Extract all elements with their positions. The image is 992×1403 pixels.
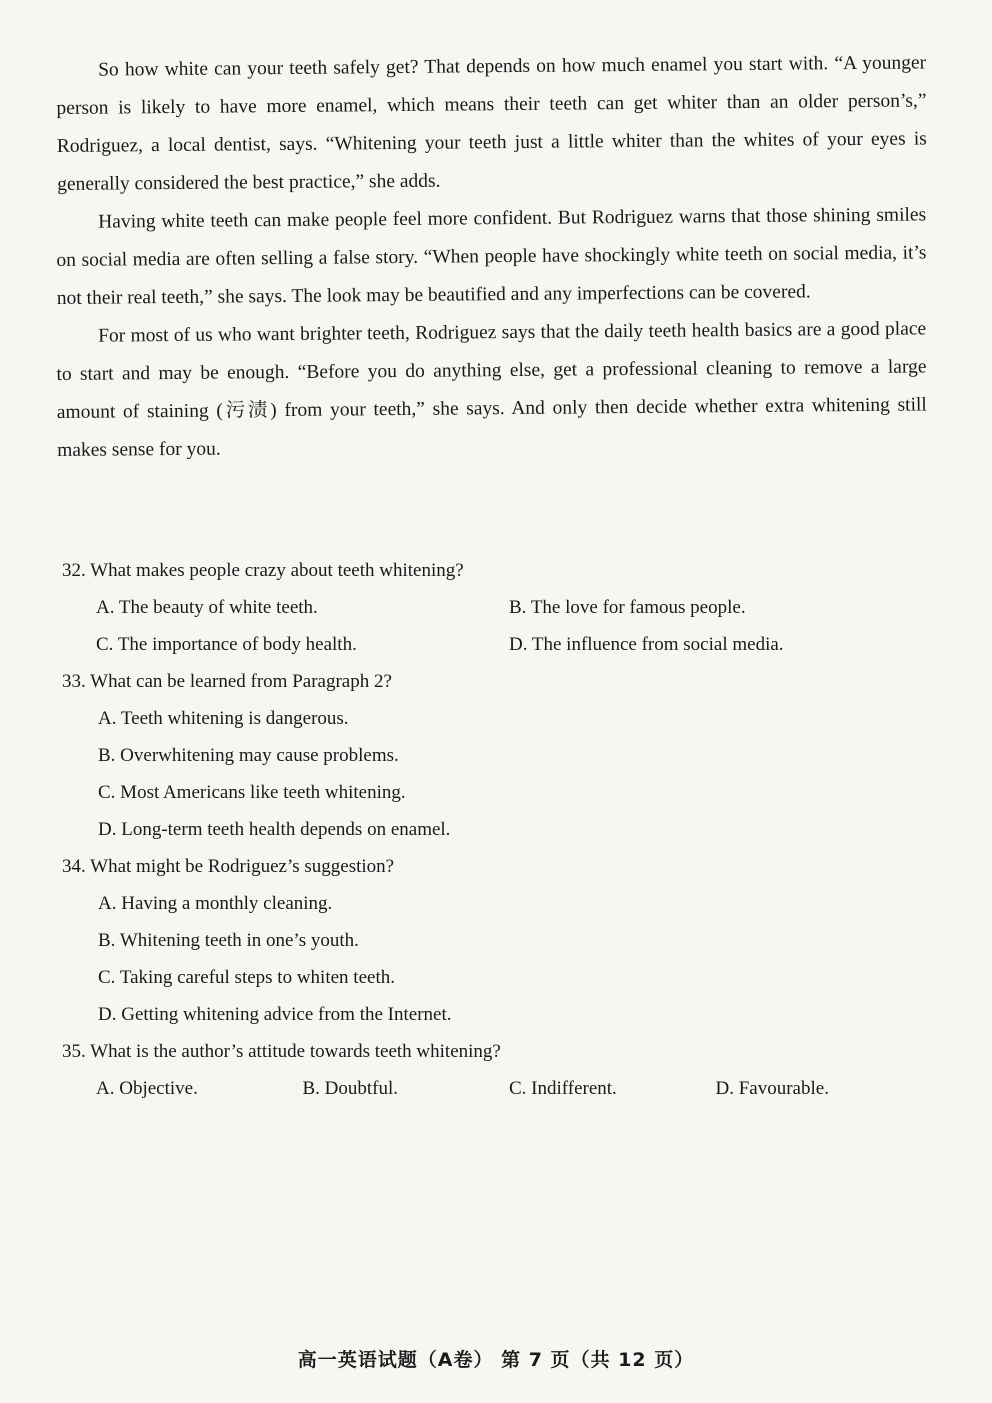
passage-paragraph: Having white teeth can make people feel more confident. But Rodriguez warns that those shining smiles on social media are often selling a false story. “When people have shockingly white teeth on social media, it’s not their real teeth,” she says. The look may be beautified and any imperfections can be covered. [56,204,927,309]
question-32 [62,552,922,663]
option-d: D. Favourable. [715,1078,829,1099]
option-row [62,589,922,626]
question-35 [62,1033,922,1107]
passage-paragraph: For most of us who want brighter teeth, Rodriguez says that the daily teeth health basics are a good place to start and may be enough. “Before you do anything else, get a professional cleaning to remove a large amount of staining (污渍) from your teeth,” she says. And only then decide whether extra whitening still makes sense for you. [56,318,927,461]
option-c: C. Most Americans like teeth whitening. [98,782,406,803]
option-c: C. The importance of body health. [96,634,357,655]
question-34 [62,848,922,1033]
option-b: B. The love for famous people. [509,597,746,618]
option-a: A. The beauty of white teeth. [96,597,318,618]
option-a: A. Teeth whitening is dangerous. [98,708,349,729]
option-b: B. Overwhitening may cause problems. [98,745,399,766]
question-stem: 34. What might be Rodriguez’s suggestion? [62,856,395,877]
passage-paragraph: So how white can your teeth safely get? That depends on how much enamel you start with. “A younger person is likely to have more enamel, which means their teeth can get whiter than an older person’s,” Rodriguez, a local dentist, says. “Whitening your teeth just a little whiter than the whites of your eyes is generally considered the best practice,” she adds. [56,52,927,195]
question-list [62,552,922,1107]
question-stem: 35. What is the author’s attitude towards teeth whitening? [62,1041,501,1062]
option-a: A. Objective. [96,1078,198,1099]
option-c: C. Taking careful steps to whiten teeth. [98,967,395,988]
option-d: D. The influence from social media. [509,634,784,655]
page-footer: 高一英语试题（A卷） 第 7 页（共 12 页） [297,1349,695,1371]
question-33 [62,663,922,848]
question-stem: 32. What makes people crazy about teeth whitening? [62,560,464,581]
option-d: D. Getting whitening advice from the Internet. [98,1004,452,1025]
option-row [62,1070,922,1107]
option-c: C. Indifferent. [509,1078,617,1099]
option-b: B. Whitening teeth in one’s youth. [98,930,359,951]
option-a: A. Having a monthly cleaning. [98,893,333,914]
question-stem: 33. What can be learned from Paragraph 2? [62,671,392,692]
option-row [62,626,922,663]
option-b: B. Doubtful. [302,1078,399,1099]
reading-passage [56,52,926,470]
option-d: D. Long-term teeth health depends on enamel. [98,819,451,840]
